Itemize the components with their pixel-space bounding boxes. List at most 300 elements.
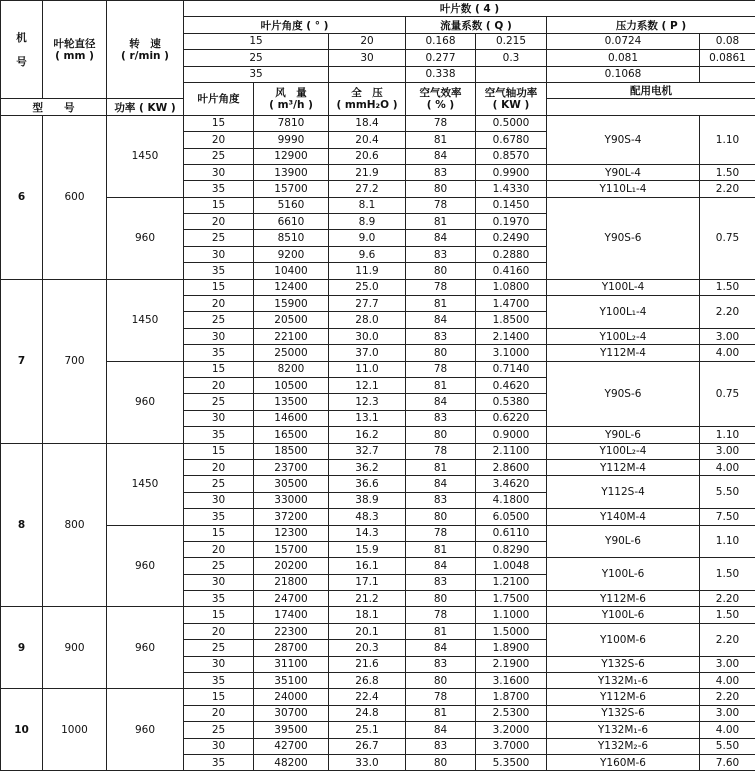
total-pressure: 26.8	[329, 673, 406, 689]
efficiency: 80	[406, 673, 476, 689]
header-blade-angle: 叶片角度 ( ° )	[184, 17, 406, 33]
air-flow: 8200	[254, 361, 329, 377]
blade-angle: 20	[184, 705, 254, 721]
shaft-power: 3.1600	[476, 673, 547, 689]
shaft-power: 2.1400	[476, 328, 547, 344]
total-pressure: 15.9	[329, 541, 406, 557]
shaft-power: 1.8500	[476, 312, 547, 328]
air-flow: 17400	[254, 607, 329, 623]
air-flow: 31100	[254, 656, 329, 672]
blade-angle: 30	[184, 246, 254, 262]
header-speed: 转 速 ( r/min )	[107, 1, 184, 99]
blade-angle: 20	[184, 132, 254, 148]
total-pressure: 21.6	[329, 656, 406, 672]
total-pressure: 11.9	[329, 263, 406, 279]
total-pressure: 24.8	[329, 705, 406, 721]
blade-angle: 20	[184, 459, 254, 475]
efficiency: 83	[406, 328, 476, 344]
coef-angle-a: 35	[184, 66, 329, 82]
blade-angle: 15	[184, 361, 254, 377]
impeller-diameter: 900	[43, 607, 107, 689]
coef-angle-a: 25	[184, 50, 329, 66]
air-flow: 14600	[254, 410, 329, 426]
blade-angle: 30	[184, 574, 254, 590]
rotation-speed: 960	[107, 525, 184, 607]
blade-angle: 35	[184, 754, 254, 770]
efficiency: 80	[406, 754, 476, 770]
motor-power: 1.10	[700, 525, 755, 558]
total-pressure: 27.2	[329, 181, 406, 197]
blade-angle: 20	[184, 214, 254, 230]
header-flow-coef: 流量系数 ( Q )	[406, 17, 547, 33]
motor-model: Y100L₁-4	[547, 296, 700, 329]
total-pressure: 12.3	[329, 394, 406, 410]
air-flow: 28700	[254, 640, 329, 656]
motor-model: Y90L-4	[547, 164, 700, 180]
machine-number: 8	[1, 443, 43, 607]
impeller-diameter: 700	[43, 279, 107, 443]
air-flow: 35100	[254, 673, 329, 689]
shaft-power: 0.6220	[476, 410, 547, 426]
total-pressure: 32.7	[329, 443, 406, 459]
table-row	[1, 443, 755, 459]
efficiency: 84	[406, 312, 476, 328]
total-pressure: 11.0	[329, 361, 406, 377]
header-pressure-coef: 压力系数 ( P )	[547, 17, 755, 33]
total-pressure: 30.0	[329, 328, 406, 344]
total-pressure: 18.4	[329, 115, 406, 131]
shaft-power: 0.5380	[476, 394, 547, 410]
blade-angle: 15	[184, 607, 254, 623]
shaft-power: 0.4620	[476, 377, 547, 393]
coef-q2: 0.3	[476, 50, 547, 66]
machine-number: 10	[1, 689, 43, 771]
shaft-power: 1.8900	[476, 640, 547, 656]
shaft-power: 2.1900	[476, 656, 547, 672]
shaft-power: 0.6780	[476, 132, 547, 148]
blade-angle: 20	[184, 541, 254, 557]
efficiency: 81	[406, 214, 476, 230]
total-pressure: 21.2	[329, 591, 406, 607]
motor-power: 3.00	[700, 656, 755, 672]
motor-model: Y132M₁-6	[547, 673, 700, 689]
header-col-kw: 功率 ( KW )	[107, 99, 184, 115]
rotation-speed: 960	[107, 689, 184, 771]
efficiency: 84	[406, 230, 476, 246]
motor-model: Y140M-4	[547, 509, 700, 525]
shaft-power: 1.7500	[476, 591, 547, 607]
total-pressure: 12.1	[329, 377, 406, 393]
shaft-power: 0.2880	[476, 246, 547, 262]
blade-angle: 20	[184, 623, 254, 639]
efficiency: 83	[406, 410, 476, 426]
total-pressure: 17.1	[329, 574, 406, 590]
shaft-power: 1.5000	[476, 623, 547, 639]
efficiency: 81	[406, 541, 476, 557]
blade-angle: 35	[184, 181, 254, 197]
motor-power: 1.10	[700, 427, 755, 443]
shaft-power: 0.1970	[476, 214, 547, 230]
shaft-power: 1.4700	[476, 296, 547, 312]
blade-angle: 35	[184, 345, 254, 361]
blade-angle: 35	[184, 263, 254, 279]
motor-power: 5.50	[700, 476, 755, 509]
motor-power: 7.60	[700, 754, 755, 770]
motor-power: 2.20	[700, 689, 755, 705]
air-flow: 24700	[254, 591, 329, 607]
table-row	[1, 689, 755, 705]
blade-angle: 35	[184, 427, 254, 443]
motor-model: Y160M-6	[547, 754, 700, 770]
shaft-power: 0.4160	[476, 263, 547, 279]
air-flow: 6610	[254, 214, 329, 230]
table-row	[1, 525, 755, 541]
blade-angle: 15	[184, 197, 254, 213]
shaft-power: 1.1000	[476, 607, 547, 623]
total-pressure: 37.0	[329, 345, 406, 361]
blade-angle: 25	[184, 722, 254, 738]
efficiency: 78	[406, 607, 476, 623]
shaft-power: 0.8570	[476, 148, 547, 164]
air-flow: 15700	[254, 541, 329, 557]
efficiency: 78	[406, 279, 476, 295]
motor-model: Y112M-6	[547, 591, 700, 607]
table-row	[1, 607, 755, 623]
efficiency: 84	[406, 148, 476, 164]
machine-number: 6	[1, 115, 43, 279]
motor-power: 4.00	[700, 345, 755, 361]
shaft-power: 0.1450	[476, 197, 547, 213]
motor-model: Y100L-4	[547, 279, 700, 295]
header-col-eff: 空气效率 ( % )	[406, 82, 476, 115]
total-pressure: 8.9	[329, 214, 406, 230]
efficiency: 84	[406, 394, 476, 410]
header-col-motor: 配用电机	[547, 82, 755, 98]
total-pressure: 33.0	[329, 754, 406, 770]
air-flow: 30700	[254, 705, 329, 721]
blade-angle: 35	[184, 591, 254, 607]
blade-angle: 25	[184, 476, 254, 492]
motor-model: Y100L₂-4	[547, 443, 700, 459]
air-flow: 25000	[254, 345, 329, 361]
motor-model: Y90L-6	[547, 427, 700, 443]
air-flow: 15700	[254, 181, 329, 197]
motor-power: 3.00	[700, 443, 755, 459]
motor-power: 0.75	[700, 197, 755, 279]
header-col-flow: 风 量 ( m³/h )	[254, 82, 329, 115]
motor-model: Y90L-6	[547, 525, 700, 558]
motor-model: Y100M-6	[547, 623, 700, 656]
blade-angle: 35	[184, 509, 254, 525]
blade-angle: 30	[184, 492, 254, 508]
coef-q2	[476, 66, 547, 82]
shaft-power: 2.5300	[476, 705, 547, 721]
efficiency: 84	[406, 640, 476, 656]
motor-model: Y90S-4	[547, 115, 700, 164]
total-pressure: 27.7	[329, 296, 406, 312]
shaft-power: 0.5000	[476, 115, 547, 131]
efficiency: 78	[406, 525, 476, 541]
air-flow: 12900	[254, 148, 329, 164]
coef-angle-b: 30	[329, 50, 406, 66]
efficiency: 80	[406, 263, 476, 279]
motor-model: Y90S-6	[547, 361, 700, 427]
blade-angle: 25	[184, 640, 254, 656]
rotation-speed: 960	[107, 607, 184, 689]
motor-power: 4.00	[700, 722, 755, 738]
header-col-angle: 叶片角度	[184, 82, 254, 115]
blade-angle: 25	[184, 312, 254, 328]
total-pressure: 25.0	[329, 279, 406, 295]
machine-number: 9	[1, 607, 43, 689]
table-row	[1, 279, 755, 295]
shaft-power: 1.0048	[476, 558, 547, 574]
efficiency: 81	[406, 459, 476, 475]
blade-angle: 15	[184, 689, 254, 705]
efficiency: 83	[406, 574, 476, 590]
blade-angle: 25	[184, 230, 254, 246]
table-row	[1, 361, 755, 377]
air-flow: 13900	[254, 164, 329, 180]
motor-model: Y112S-4	[547, 476, 700, 509]
rotation-speed: 1450	[107, 279, 184, 361]
total-pressure: 14.3	[329, 525, 406, 541]
shaft-power: 0.9000	[476, 427, 547, 443]
motor-model: Y112M-4	[547, 459, 700, 475]
total-pressure: 13.1	[329, 410, 406, 426]
total-pressure: 20.1	[329, 623, 406, 639]
motor-model: Y132S-6	[547, 705, 700, 721]
efficiency: 80	[406, 591, 476, 607]
motor-power: 3.00	[700, 328, 755, 344]
motor-model: Y132M₁-6	[547, 722, 700, 738]
motor-model: Y100L-6	[547, 558, 700, 591]
coef-angle-a: 15	[184, 33, 329, 49]
air-flow: 8510	[254, 230, 329, 246]
shaft-power: 2.8600	[476, 459, 547, 475]
air-flow: 42700	[254, 738, 329, 754]
efficiency: 84	[406, 558, 476, 574]
motor-model: Y112M-4	[547, 345, 700, 361]
coef-q1: 0.168	[406, 33, 476, 49]
air-flow: 30500	[254, 476, 329, 492]
total-pressure: 36.6	[329, 476, 406, 492]
efficiency: 81	[406, 296, 476, 312]
header-jihao: 机 号	[1, 1, 43, 99]
air-flow: 48200	[254, 754, 329, 770]
air-flow: 9990	[254, 132, 329, 148]
header-blade-count: 叶片数 ( 4 )	[184, 1, 755, 17]
impeller-diameter: 1000	[43, 689, 107, 771]
motor-power: 4.00	[700, 459, 755, 475]
motor-power: 2.20	[700, 623, 755, 656]
total-pressure: 16.2	[329, 427, 406, 443]
efficiency: 81	[406, 705, 476, 721]
rotation-speed: 1450	[107, 443, 184, 525]
rotation-speed: 960	[107, 197, 184, 279]
air-flow: 23700	[254, 459, 329, 475]
motor-model: Y112M-6	[547, 689, 700, 705]
blade-angle: 20	[184, 377, 254, 393]
total-pressure: 26.7	[329, 738, 406, 754]
coef-p1: 0.0724	[547, 33, 700, 49]
air-flow: 21800	[254, 574, 329, 590]
total-pressure: 36.2	[329, 459, 406, 475]
total-pressure: 25.1	[329, 722, 406, 738]
efficiency: 78	[406, 197, 476, 213]
coef-p2: 0.08	[700, 33, 755, 49]
shaft-power: 2.1100	[476, 443, 547, 459]
total-pressure: 8.1	[329, 197, 406, 213]
efficiency: 83	[406, 164, 476, 180]
air-flow: 20200	[254, 558, 329, 574]
total-pressure: 9.6	[329, 246, 406, 262]
blade-angle: 25	[184, 394, 254, 410]
efficiency: 84	[406, 476, 476, 492]
blade-angle: 25	[184, 148, 254, 164]
air-flow: 12300	[254, 525, 329, 541]
air-flow: 5160	[254, 197, 329, 213]
coef-q2: 0.215	[476, 33, 547, 49]
motor-model: Y100L-6	[547, 607, 700, 623]
air-flow: 13500	[254, 394, 329, 410]
total-pressure: 16.1	[329, 558, 406, 574]
air-flow: 33000	[254, 492, 329, 508]
air-flow: 20500	[254, 312, 329, 328]
blade-angle: 30	[184, 410, 254, 426]
blade-angle: 15	[184, 525, 254, 541]
efficiency: 80	[406, 181, 476, 197]
motor-model: Y90S-6	[547, 197, 700, 279]
efficiency: 78	[406, 115, 476, 131]
coef-q1: 0.277	[406, 50, 476, 66]
motor-power: 1.50	[700, 279, 755, 295]
coef-q1: 0.338	[406, 66, 476, 82]
machine-number: 7	[1, 279, 43, 443]
impeller-diameter: 800	[43, 443, 107, 607]
total-pressure: 48.3	[329, 509, 406, 525]
rotation-speed: 960	[107, 361, 184, 443]
shaft-power: 1.2100	[476, 574, 547, 590]
motor-model: Y100L₂-4	[547, 328, 700, 344]
shaft-power: 3.2000	[476, 722, 547, 738]
total-pressure: 9.0	[329, 230, 406, 246]
coef-p2	[700, 66, 755, 82]
motor-power: 1.50	[700, 607, 755, 623]
air-flow: 22300	[254, 623, 329, 639]
motor-power: 5.50	[700, 738, 755, 754]
shaft-power: 0.7140	[476, 361, 547, 377]
air-flow: 22100	[254, 328, 329, 344]
table-row	[1, 197, 755, 213]
efficiency: 84	[406, 722, 476, 738]
rotation-speed: 1450	[107, 115, 184, 197]
blade-angle: 30	[184, 738, 254, 754]
total-pressure: 28.0	[329, 312, 406, 328]
total-pressure: 22.4	[329, 689, 406, 705]
total-pressure: 21.9	[329, 164, 406, 180]
blade-angle: 30	[184, 656, 254, 672]
total-pressure: 38.9	[329, 492, 406, 508]
efficiency: 83	[406, 492, 476, 508]
motor-model: Y132M₂-6	[547, 738, 700, 754]
efficiency: 80	[406, 427, 476, 443]
efficiency: 83	[406, 656, 476, 672]
efficiency: 81	[406, 623, 476, 639]
motor-power: 3.00	[700, 705, 755, 721]
air-flow: 39500	[254, 722, 329, 738]
header-col-model: 型 号	[1, 99, 107, 115]
shaft-power: 1.8700	[476, 689, 547, 705]
efficiency: 78	[406, 689, 476, 705]
shaft-power: 0.6110	[476, 525, 547, 541]
shaft-power: 4.1800	[476, 492, 547, 508]
coef-angle-b	[329, 66, 406, 82]
blade-angle: 30	[184, 164, 254, 180]
blade-angle: 35	[184, 673, 254, 689]
air-flow: 12400	[254, 279, 329, 295]
motor-model: Y132S-6	[547, 656, 700, 672]
blade-angle: 15	[184, 115, 254, 131]
coef-angle-b: 20	[329, 33, 406, 49]
shaft-power: 3.7000	[476, 738, 547, 754]
efficiency: 81	[406, 377, 476, 393]
blade-angle: 25	[184, 558, 254, 574]
shaft-power: 6.0500	[476, 509, 547, 525]
air-flow: 7810	[254, 115, 329, 131]
air-flow: 37200	[254, 509, 329, 525]
shaft-power: 3.4620	[476, 476, 547, 492]
coef-p1: 0.081	[547, 50, 700, 66]
efficiency: 78	[406, 361, 476, 377]
blade-angle: 15	[184, 443, 254, 459]
motor-power: 2.20	[700, 181, 755, 197]
air-flow: 24000	[254, 689, 329, 705]
air-flow: 10400	[254, 263, 329, 279]
shaft-power: 3.1000	[476, 345, 547, 361]
air-flow: 18500	[254, 443, 329, 459]
efficiency: 80	[406, 345, 476, 361]
shaft-power: 5.3500	[476, 754, 547, 770]
motor-model: Y110L₁-4	[547, 181, 700, 197]
total-pressure: 18.1	[329, 607, 406, 623]
motor-power: 2.20	[700, 296, 755, 329]
motor-power: 7.50	[700, 509, 755, 525]
motor-power: 1.10	[700, 115, 755, 164]
efficiency: 81	[406, 132, 476, 148]
total-pressure: 20.4	[329, 132, 406, 148]
shaft-power: 0.9900	[476, 164, 547, 180]
efficiency: 80	[406, 509, 476, 525]
total-pressure: 20.6	[329, 148, 406, 164]
blade-angle: 30	[184, 328, 254, 344]
motor-power: 2.20	[700, 591, 755, 607]
blade-angle: 15	[184, 279, 254, 295]
air-flow: 9200	[254, 246, 329, 262]
motor-power: 0.75	[700, 361, 755, 427]
efficiency: 83	[406, 738, 476, 754]
motor-power: 1.50	[700, 164, 755, 180]
blade-angle: 20	[184, 296, 254, 312]
coef-p1: 0.1068	[547, 66, 700, 82]
total-pressure: 20.3	[329, 640, 406, 656]
air-flow: 10500	[254, 377, 329, 393]
shaft-power: 1.4330	[476, 181, 547, 197]
efficiency: 78	[406, 443, 476, 459]
shaft-power: 0.2490	[476, 230, 547, 246]
motor-power: 4.00	[700, 673, 755, 689]
table-row	[1, 115, 755, 131]
